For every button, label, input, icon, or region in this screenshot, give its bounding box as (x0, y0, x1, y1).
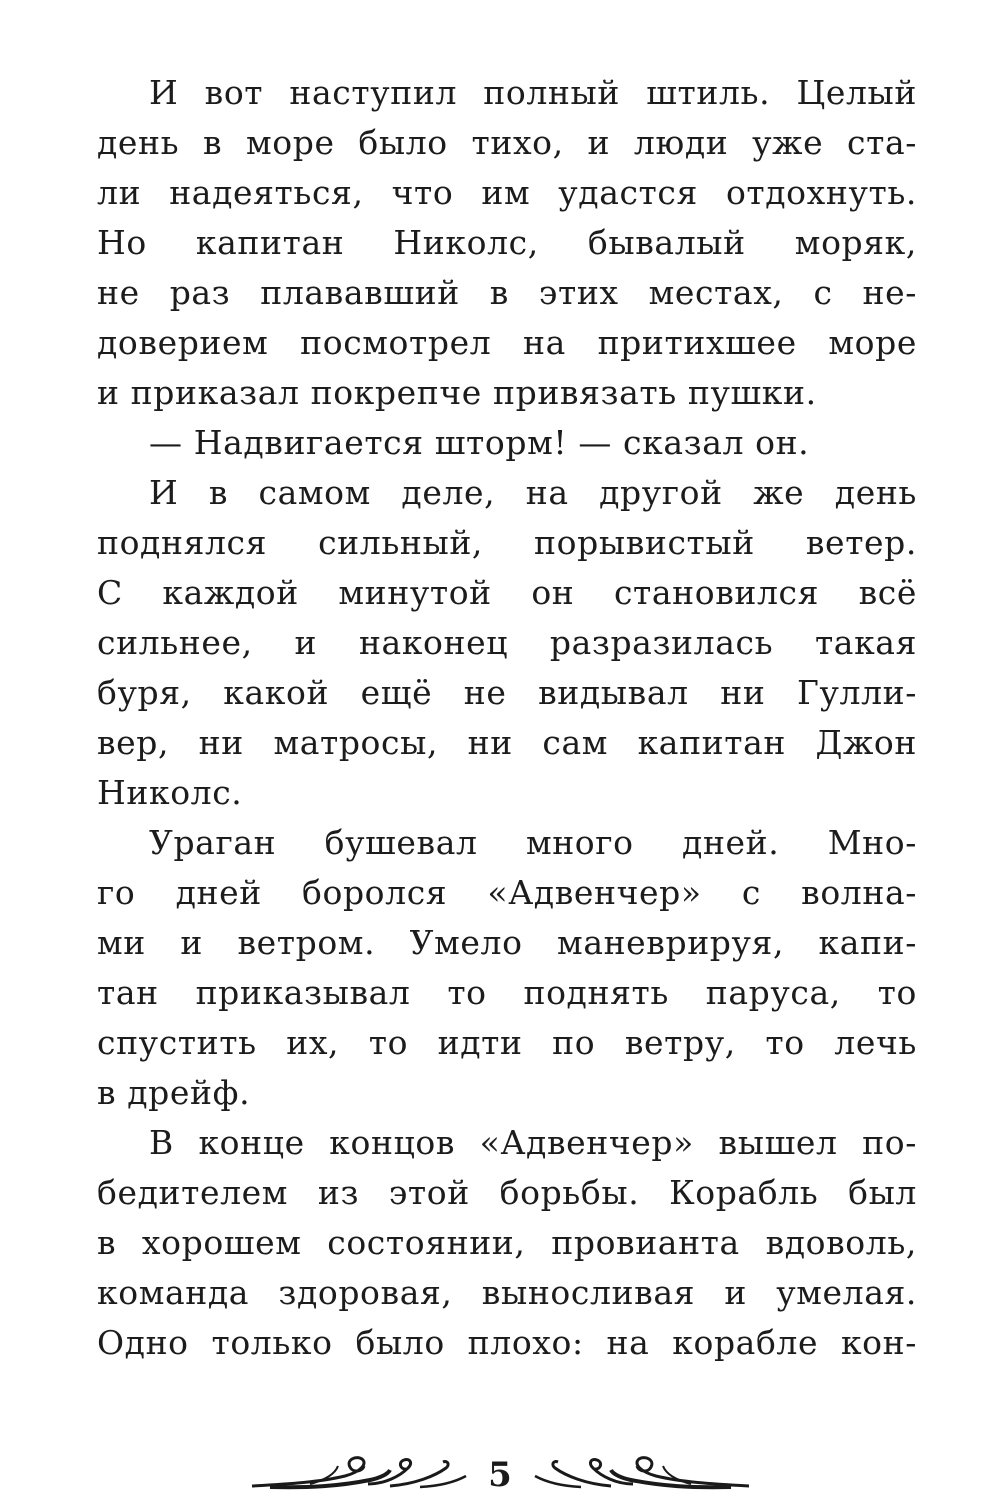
text-line: не раз плававший в этих местах, с не- (97, 273, 917, 312)
text-line: бедителем из этой борьбы. Корабль был (97, 1173, 917, 1212)
left-ornament-icon (250, 1454, 470, 1494)
text-line: поднялся сильный, порывистый ветер. (97, 523, 917, 562)
page-footer (0, 1448, 1000, 1502)
text-line: го дней боролся «Адвенчер» с волна- (97, 873, 917, 912)
text-line: Ураган бушевал много дней. Мно- (149, 823, 917, 862)
text-line: в хорошем состоянии, провианта вдоволь, (97, 1223, 917, 1262)
text-line: Но капитан Николс, бывалый моряк, (97, 223, 917, 262)
right-ornament-icon (531, 1454, 751, 1494)
text-line: — Надвигается шторм! — сказал он. (149, 423, 810, 462)
text-line: день в море было тихо, и люди уже ста- (97, 123, 917, 162)
text-line: Одно только было плохо: на корабле кон- (97, 1323, 917, 1362)
text-line: вер, ни матросы, ни сам капитан Джон (97, 723, 917, 762)
text-line: И в самом деле, на другой же день (149, 473, 917, 512)
body-text (97, 68, 917, 1368)
text-line: ли надеяться, что им удастся отдохнуть. (97, 173, 917, 212)
text-line: и приказал покрепче привязать пушки. (97, 373, 817, 412)
text-line: Николс. (97, 773, 243, 812)
text-line: В конце концов «Адвенчер» вышел по- (149, 1123, 917, 1162)
text-line: спустить их, то идти по ветру, то лечь (97, 1023, 917, 1062)
text-line: в дрейф. (97, 1073, 251, 1112)
text-line: тан приказывал то поднять паруса, то (97, 973, 917, 1012)
page-number: 5 (488, 1455, 512, 1495)
text-line: ми и ветром. Умело маневрируя, капи- (97, 923, 917, 962)
text-line: буря, какой ещё не видывал ни Гулли- (97, 673, 917, 712)
text-line: С каждой минутой он становился всё (97, 573, 917, 612)
text-line: сильнее, и наконец разразилась такая (97, 623, 917, 662)
text-line: команда здоровая, выносливая и умелая. (97, 1273, 917, 1312)
text-line: И вот наступил полный штиль. Целый (149, 73, 917, 112)
text-line: доверием посмотрел на притихшее море (97, 323, 917, 362)
